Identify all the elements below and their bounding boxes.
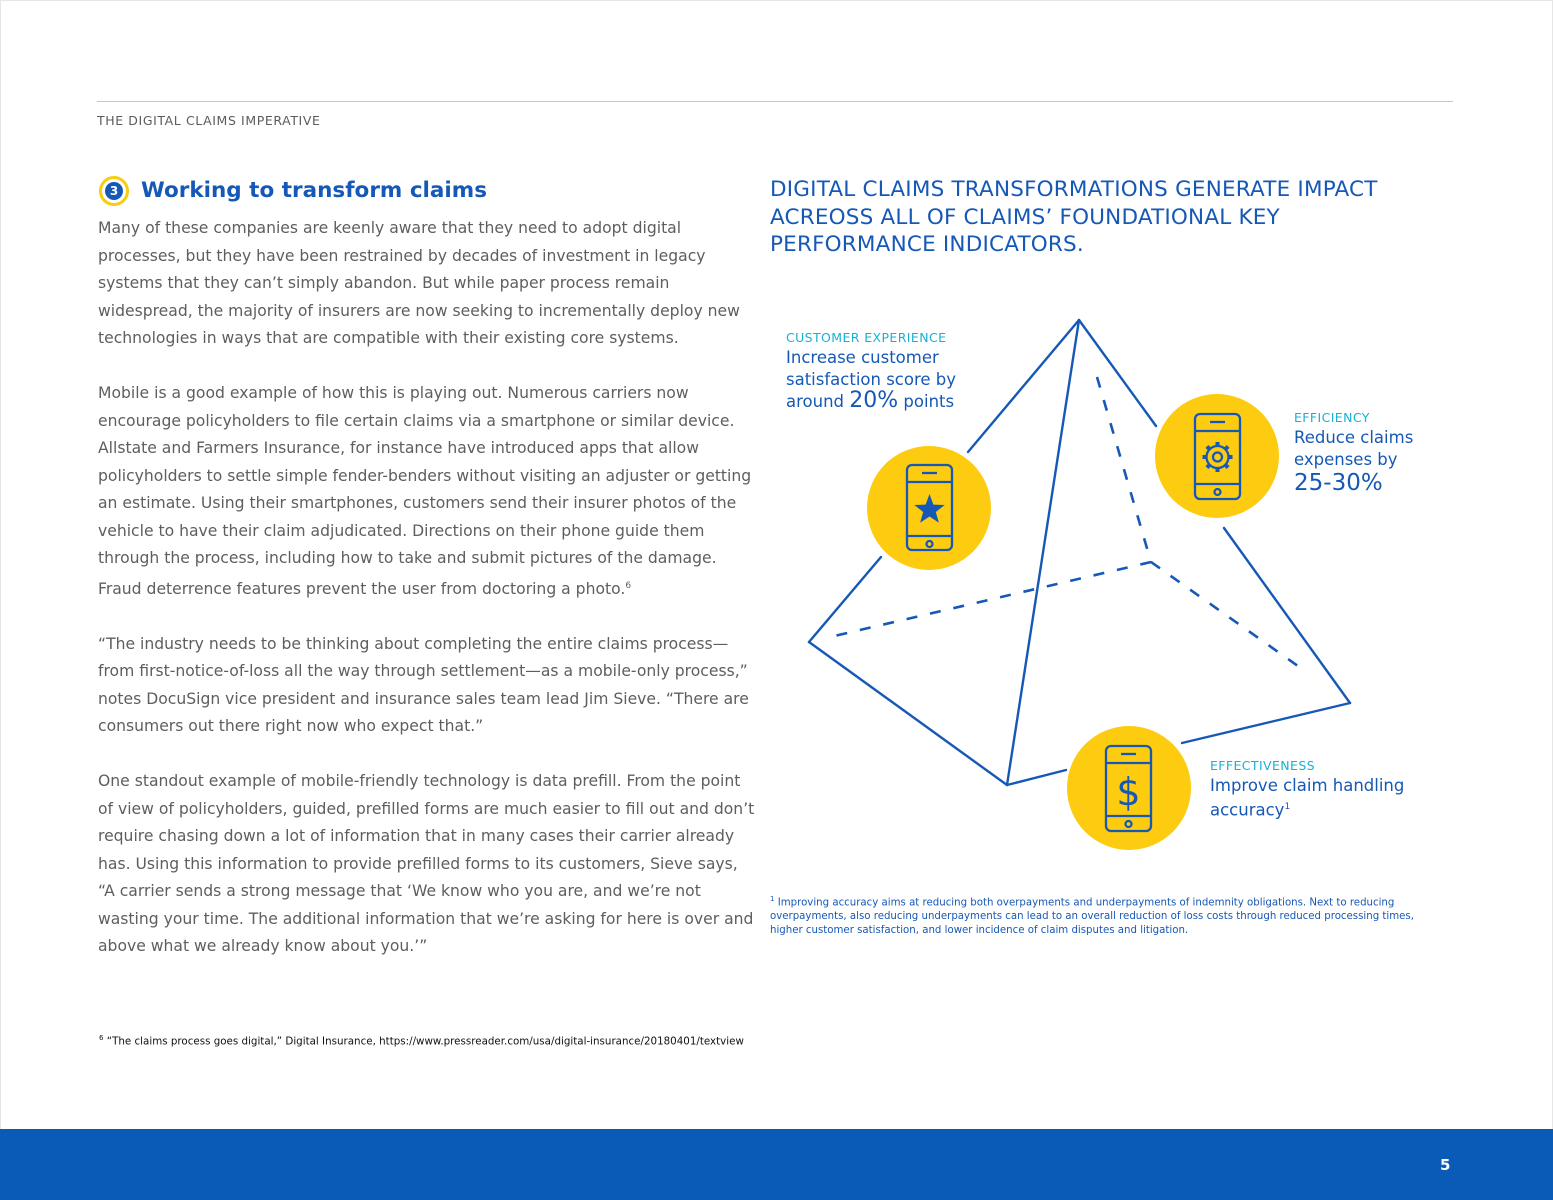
effectiveness-category: EFFECTIVENESS <box>1210 758 1315 773</box>
kpi-desc-line: Improve claim handling <box>1210 776 1405 795</box>
efficiency-category: EFFICIENCY <box>1294 410 1370 425</box>
body-paragraph-text: Mobile is a good example of how this is playing out. Numerous carriers now encourage policyholders to file certain claims via a smartphone or similar device. Allstate and Farmers Insurance, for instance have introduced apps that allow policyholders to settle simple fender-benders without visiting an adjuster or getting an estimate. Using their smartphones, customers send their insurer photos of the vehicle to have their claim adjudicated. Directions on their phone guide them through the process, including how to take and submit pictures of the damage. Fraud deterrence features prevent the user from doctoring a photo. <box>98 384 752 598</box>
customer-experience-category: CUSTOMER EXPERIENCE <box>786 330 947 345</box>
kpi-desc-line: expenses by <box>1294 449 1398 469</box>
pyramid-edge <box>809 557 881 642</box>
infographic-title: DIGITAL CLAIMS TRANSFORMATIONS GENERATE IMPACT ACREOSS ALL OF CLAIMS’ FOUNDATIONAL KEY PERFORMANCE INDICATORS. <box>770 177 1378 257</box>
running-title: THE DIGITAL CLAIMS IMPERATIVE <box>97 113 321 128</box>
pyramid-edge <box>1224 528 1350 703</box>
body-paragraph: “The industry needs to be thinking about completing the entire claims process—from first-notice-of-loss all the way through settlement—as a mobile-only process,” notes DocuSign vice president and insurance sales team lead Jim Sieve. “There are consumers out there right now who expect that.” <box>98 634 749 736</box>
section-title: Working to transform claims <box>141 178 488 203</box>
efficiency-value: 25-30% <box>1294 470 1383 496</box>
footnote-text: Improving accuracy aims at reducing both overpayments and underpayments of indemnity obligations. Next to reducing overpayments, also reducing underpayments can lead to an overall reduction of loss costs through reduced processing times, higher customer satisfaction, and lower incidence of claim disputes and litigation. <box>770 897 1414 937</box>
customer-experience-badge <box>867 446 991 570</box>
efficiency-badge <box>1155 394 1279 518</box>
footnote-mark: 1 <box>770 895 775 903</box>
footnote-reference: 1 <box>1284 801 1291 812</box>
effectiveness-description <box>1210 775 1450 821</box>
pyramid-hidden-edge <box>1151 562 1305 671</box>
kpi-desc-line: Reduce claims <box>1294 428 1414 447</box>
kpi-prefix: around <box>786 392 850 411</box>
body-paragraph: One standout example of mobile-friendly technology is data prefill. From the point of view of policyholders, guided, prefilled forms are much easier to fill out and don’t require chasing down a lot of information that in many cases their carrier already has. Using this information to provide prefilled forms to its customers, Sieve says, “A carrier sends a strong message that ‘We know who you are, and we’re not wasting your time. The additional information that we’re asking for here is over and above what we already know about you.’” <box>98 772 755 956</box>
kpi-desc-text: accuracy <box>1210 800 1285 819</box>
effectiveness-badge <box>1067 726 1191 850</box>
infographic-footnote <box>770 892 1440 938</box>
section-number: 3 <box>105 182 123 200</box>
page-number: 5 <box>1440 1156 1451 1174</box>
pyramid-hidden-edge <box>1097 377 1151 562</box>
footnote-text: “The claims process goes digital,” Digital Insurance, https://www.pressreader.com/usa/digital-insurance/20180401/textview <box>103 1035 744 1048</box>
footnote-mark: 6 <box>99 1034 104 1042</box>
kpi-desc-line: Increase customer <box>786 348 939 367</box>
efficiency-description <box>1294 427 1494 470</box>
pyramid-edge <box>1007 770 1066 785</box>
kpi-desc-line <box>1210 797 1450 821</box>
kpi-value: 20% <box>849 388 899 413</box>
kpi-suffix: points <box>898 392 955 411</box>
kpi-desc-line <box>786 390 1046 413</box>
svg-text:$: $ <box>1116 770 1141 814</box>
pyramid-hidden-edge <box>830 562 1151 637</box>
pyramid-edge <box>809 642 1007 785</box>
kpi-desc-line: satisfaction score by <box>786 369 957 389</box>
customer-experience-description <box>786 347 1046 413</box>
footnote-reference: 6 <box>625 580 632 591</box>
pyramid-edge <box>1079 320 1156 426</box>
pyramid-edge <box>1182 703 1350 743</box>
footer-band <box>0 1129 1553 1200</box>
body-paragraph: Many of these companies are keenly aware that they need to adopt digital processes, but they have been restrained by decades of investment in legacy systems that they can’t simply abandon. But while paper process remain widespread, the majority of insurers are now seeking to incrementally deploy new technologies in ways that are compatible with their existing core systems. <box>98 219 740 347</box>
